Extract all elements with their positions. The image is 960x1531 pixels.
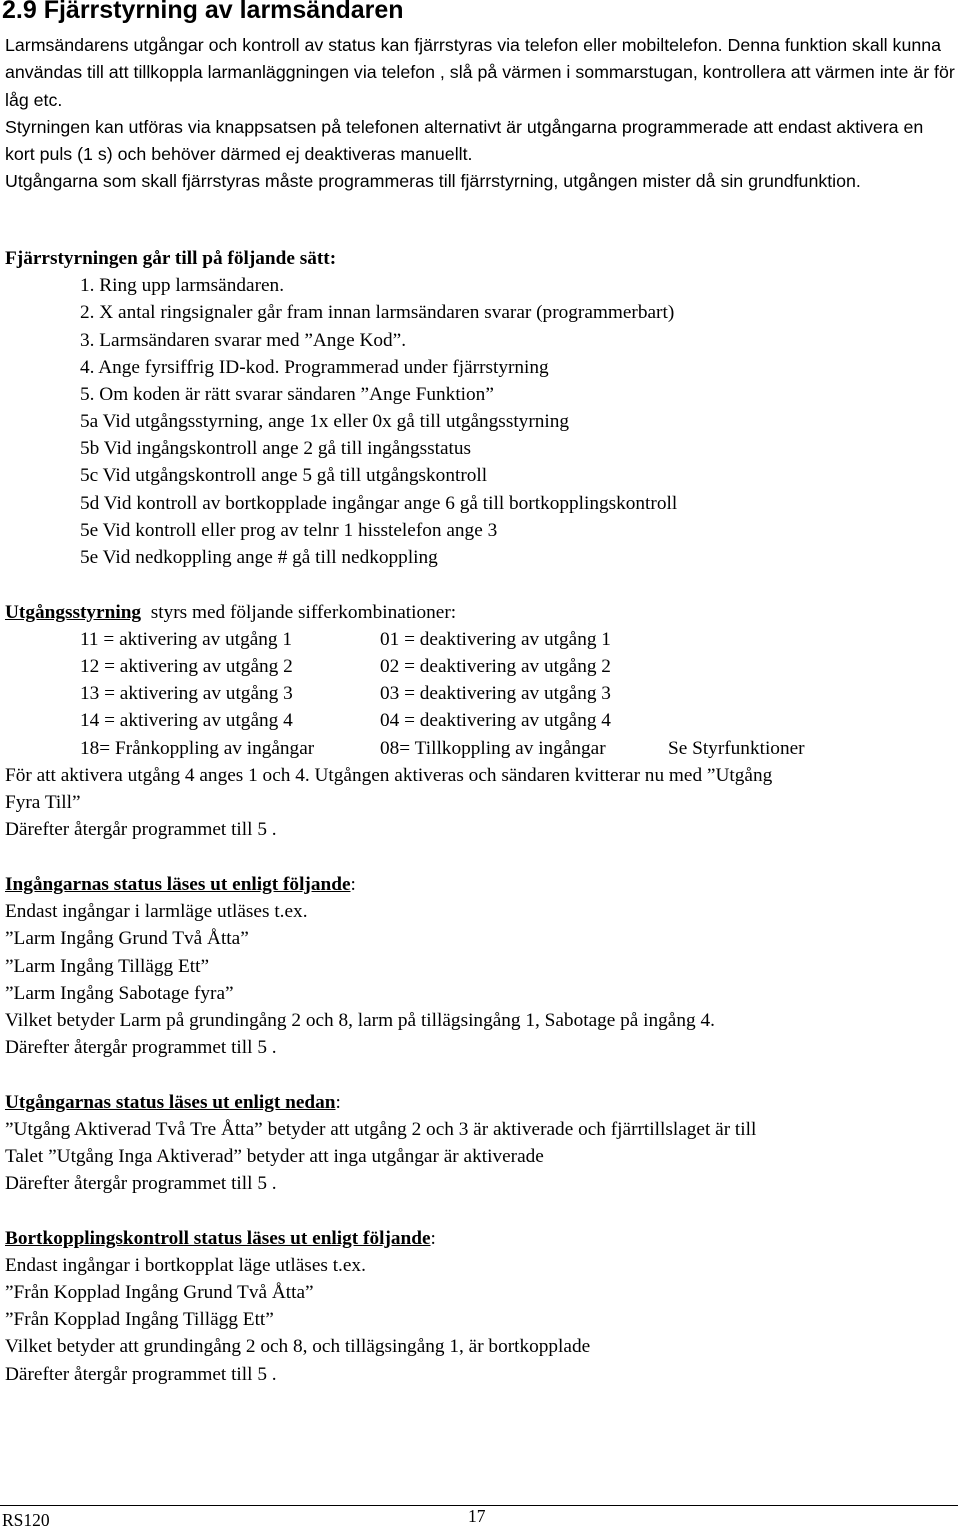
procedure-step: 1. Ring upp larmsändaren. (80, 275, 285, 296)
return-note: Därefter återgår programmet till 5 . (5, 1037, 277, 1058)
procedure-substep: 5c Vid utgångskontroll ange 5 gå till utgångskontroll (80, 465, 488, 486)
bypass-status-colon: : (430, 1228, 436, 1249)
input-status-title: Ingångarnas status läses ut enligt följande (5, 874, 351, 895)
bypass-status-line: ”Från Kopplad Ingång Tillägg Ett” (5, 1309, 274, 1330)
intro-paragraph: Larmsändarens utgångar och kontroll av status kan fjärrstyras via telefon eller mobiltelefon. Denna funktion skall kunna användas till att tillkoppla larmanläggningen via telefon , slå på värmen i sommarstugan, kontrollera att värmen inte är för låg etc. (5, 35, 955, 110)
input-status-line: Vilket betyder Larm på grundingång 2 och 8, larm på tillägsingång 1, Sabotage på ingång 4. (5, 1010, 715, 1031)
code-deactivate: 02 = deaktivering av utgång 2 (380, 656, 611, 677)
procedure-substep: 5d Vid kontroll av bortkopplade ingångar ange 6 gå till bortkopplingskontroll (80, 493, 678, 514)
code-activate: 12 = aktivering av utgång 2 (80, 656, 293, 677)
output-control-note: Fyra Till” (5, 792, 81, 813)
code-reference: Se Styrfunktioner (668, 738, 805, 759)
input-status-line: ”Larm Ingång Tillägg Ett” (5, 956, 210, 977)
return-note: Därefter återgår programmet till 5 . (5, 819, 277, 840)
intro-text (5, 32, 955, 196)
procedure-substep: 5a Vid utgångsstyrning, ange 1x eller 0x gå till utgångsstyrning (80, 411, 570, 432)
bypass-status-line: Endast ingångar i bortkopplat läge utläses t.ex. (5, 1255, 366, 1276)
bypass-status-heading (5, 1228, 436, 1250)
output-status-colon: : (335, 1092, 341, 1113)
input-status-colon: : (350, 874, 356, 895)
code-deactivate: 04 = deaktivering av utgång 4 (380, 710, 611, 731)
footer-model: RS120 (2, 1510, 50, 1530)
procedure-substep: 5b Vid ingångskontroll ange 2 gå till ingångsstatus (80, 438, 472, 459)
bypass-status-line: Vilket betyder att grundingång 2 och 8, och tillägsingång 1, är bortkopplade (5, 1336, 591, 1357)
intro-paragraph: Utgångarna som skall fjärrstyras måste programmeras till fjärrstyrning, utgången mister då sin grundfunktion. (5, 171, 861, 192)
output-status-line: ”Utgång Aktiverad Två Tre Åtta” betyder att utgång 2 och 3 är aktiverade och fjärrtillslaget är till (5, 1119, 757, 1140)
remote-procedure-title: Fjärrstyrningen går till på följande sätt: (5, 248, 337, 269)
output-status-line: Talet ”Utgång Inga Aktiverad” betyder att inga utgångar är aktiverade (5, 1146, 544, 1167)
input-status-heading (5, 874, 356, 896)
input-status-line: Endast ingångar i larmläge utläses t.ex. (5, 901, 308, 922)
code-deactivate: 08= Tillkoppling av ingångar (380, 738, 606, 759)
output-control-title-suffix: styrs med följande sifferkombinationer: (141, 602, 457, 623)
procedure-step: 2. X antal ringsignaler går fram innan larmsändaren svarar (programmerbart) (80, 302, 675, 323)
return-note: Därefter återgår programmet till 5 . (5, 1173, 277, 1194)
section-heading: 2.9 Fjärrstyrning av larmsändaren (2, 0, 404, 24)
procedure-substep: 5e Vid nedkoppling ange # gå till nedkoppling (80, 547, 438, 568)
output-status-heading (5, 1092, 341, 1114)
output-control-note: För att aktivera utgång 4 anges 1 och 4. Utgången aktiveras och sändaren kvitterar nu med ”Utgång (5, 765, 773, 786)
bypass-status-line: ”Från Kopplad Ingång Grund Två Åtta” (5, 1282, 314, 1303)
page-number: 17 (468, 1506, 486, 1526)
bypass-status-title: Bortkopplingskontroll status läses ut enligt följande (5, 1228, 431, 1249)
output-status-title: Utgångarnas status läses ut enligt nedan (5, 1092, 336, 1113)
input-status-line: ”Larm Ingång Grund Två Åtta” (5, 928, 249, 949)
procedure-step: 3. Larmsändaren svarar med ”Ange Kod”. (80, 330, 407, 351)
code-deactivate: 01 = deaktivering av utgång 1 (380, 629, 611, 650)
code-activate: 18= Frånkoppling av ingångar (80, 738, 315, 759)
output-control-heading (5, 602, 456, 624)
procedure-step: 4. Ange fyrsiffrig ID-kod. Programmerad under fjärrstyrning (80, 357, 549, 378)
code-activate: 11 = aktivering av utgång 1 (80, 629, 293, 650)
code-deactivate: 03 = deaktivering av utgång 3 (380, 683, 611, 704)
code-activate: 14 = aktivering av utgång 4 (80, 710, 293, 731)
code-activate: 13 = aktivering av utgång 3 (80, 683, 293, 704)
input-status-line: ”Larm Ingång Sabotage fyra” (5, 983, 234, 1004)
procedure-substep: 5e Vid kontroll eller prog av telnr 1 hisstelefon ange 3 (80, 520, 498, 541)
procedure-step: 5. Om koden är rätt svarar sändaren ”Ange Funktion” (80, 384, 494, 405)
return-note: Därefter återgår programmet till 5 . (5, 1364, 277, 1385)
intro-paragraph: Styrningen kan utföras via knappsatsen på telefonen alternativt är utgångarna programmerade att endast aktivera en kort puls (1 s) och behöver därmed ej deaktiveras manuellt. (5, 116, 924, 165)
output-control-title: Utgångsstyrning (5, 602, 142, 623)
